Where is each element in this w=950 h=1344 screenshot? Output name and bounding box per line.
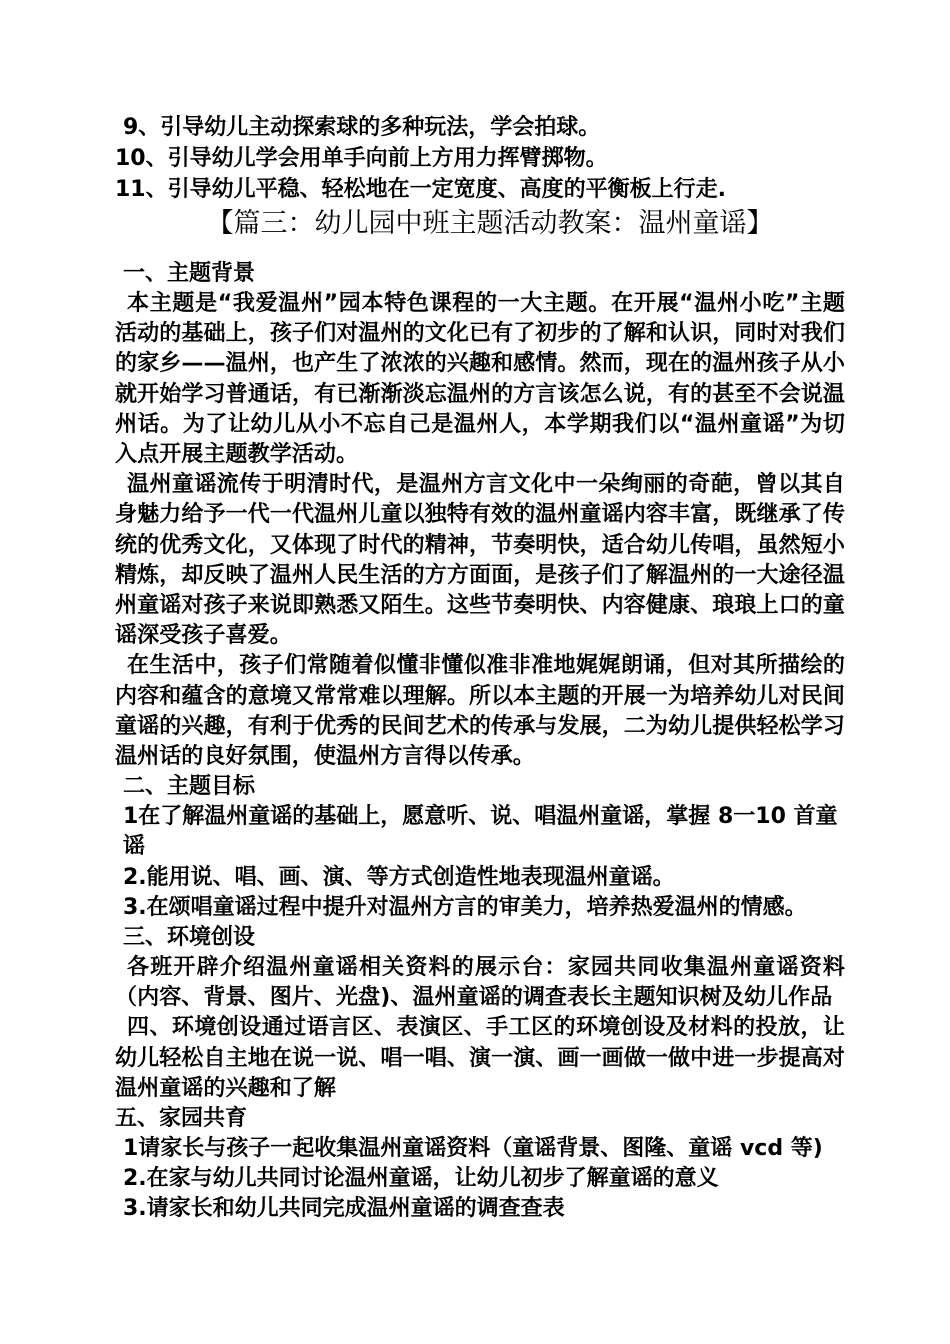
goal-item: 3.在颂唱童谣过程中提升对温州方言的审美力，培养热爱温州的情感。 [123, 894, 807, 920]
section-environment [115, 923, 845, 1013]
paragraph: 在生活中，孩子们常随着似懂非懂似准非准地娓娓朗诵，但对其所描绘的内容和蕴含的意境又常常难以理解。所以本主题的开展一为培养幼儿对民间童谣的兴趣，有利于优秀的民间艺术的传承与发展，二为幼儿提供轻松学习温州话的良好氛围，使温州方言得以传承。 [115, 653, 845, 770]
intro-list [115, 112, 845, 205]
home-item: 3.请家长和幼儿共同完成温州童谣的调查查表 [123, 1196, 565, 1222]
section-goals [115, 772, 845, 923]
list-item: 11、引导幼儿平稳、轻松地在一定宽度、高度的平衡板上行走. [115, 177, 726, 202]
section-heading: 三、环境创设 [123, 925, 256, 951]
section-heading: 二、主题目标 [123, 774, 256, 800]
paragraph: 温州童谣流传于明清时代，是温州方言文化中一朵绚丽的奇葩，曾以其自身魅力给予一代一代温州儿童以独特有效的温州童谣内容丰富，既继承了传统的优秀文化，又体现了时代的精神，节奏明快，适合幼儿传唱，虽然短小精炼，却反映了温州人民生活的方方面面，是孩子们了解温州的一大途径温州童谣对孩子来说即熟悉又陌生。这些节奏明快、内容健康、琅琅上口的童谣深受孩子喜爱。 [115, 472, 845, 649]
home-item: 1请家长与孩子一起收集温州童谣资料（童谣背景、图隆、童谣 vcd 等) [123, 1136, 823, 1162]
section-environment-areas [115, 1013, 845, 1104]
section-heading: 五、家园共育 [115, 1106, 248, 1132]
section-background [115, 259, 845, 772]
section-home-school [115, 1104, 845, 1225]
paragraph: 四、环境创设通过语言区、表演区、手工区的环境创设及材料的投放，让幼儿轻松自主地在说一说、唱一唱、演一演、画一画做一做中进一步提高对温州童谣的兴趣和了解 [115, 1015, 845, 1101]
goal-item: 2.能用说、唱、画、演、等方式创造性地表现温州童谣。 [123, 864, 675, 890]
list-item: 10、引导幼儿学会用单手向前上方用力挥臂掷物。 [115, 146, 608, 171]
paragraph: 本主题是“我爱温州”园本特色课程的一大主题。在开展“温州小吃”主题活动的基础上，孩子们对温州的文化已有了初步的了解和认识，同时对我们的家乡——温州，也产生了浓浓的兴趣和感情。然而，现在的温州孩子从小就开始学习普通话，有已渐渐淡忘温州的方言该怎么说，有的甚至不会说温州话。为了让幼儿从小不忘自己是温州人，本学期我们以“温州童谣”为切入点开展主题教学活动。 [115, 291, 845, 468]
section-heading: 一、主题背景 [123, 261, 256, 286]
list-item: 9、引导幼儿主动探索球的多种玩法，学会拍球。 [123, 115, 601, 140]
home-item: 2.在家与幼儿共同讨论温州童谣，让幼儿初步了解童谣的意义 [123, 1166, 719, 1192]
paragraph: 各班开辟介绍温州童谣相关资料的展示台：家园共同收集温州童谣资料（内容、背景、图片、光盘)、温州童谣的调查表长主题知识树及幼儿作品 [115, 955, 845, 1011]
document-page [115, 112, 845, 1225]
goal-item: 1在了解温州童谣的基础上，愿意听、说、唱温州童谣，掌握 8一10 首童谣 [123, 804, 838, 860]
document-title: 【篇三：幼儿园中班主题活动教案：温州童谣】 [206, 208, 774, 239]
